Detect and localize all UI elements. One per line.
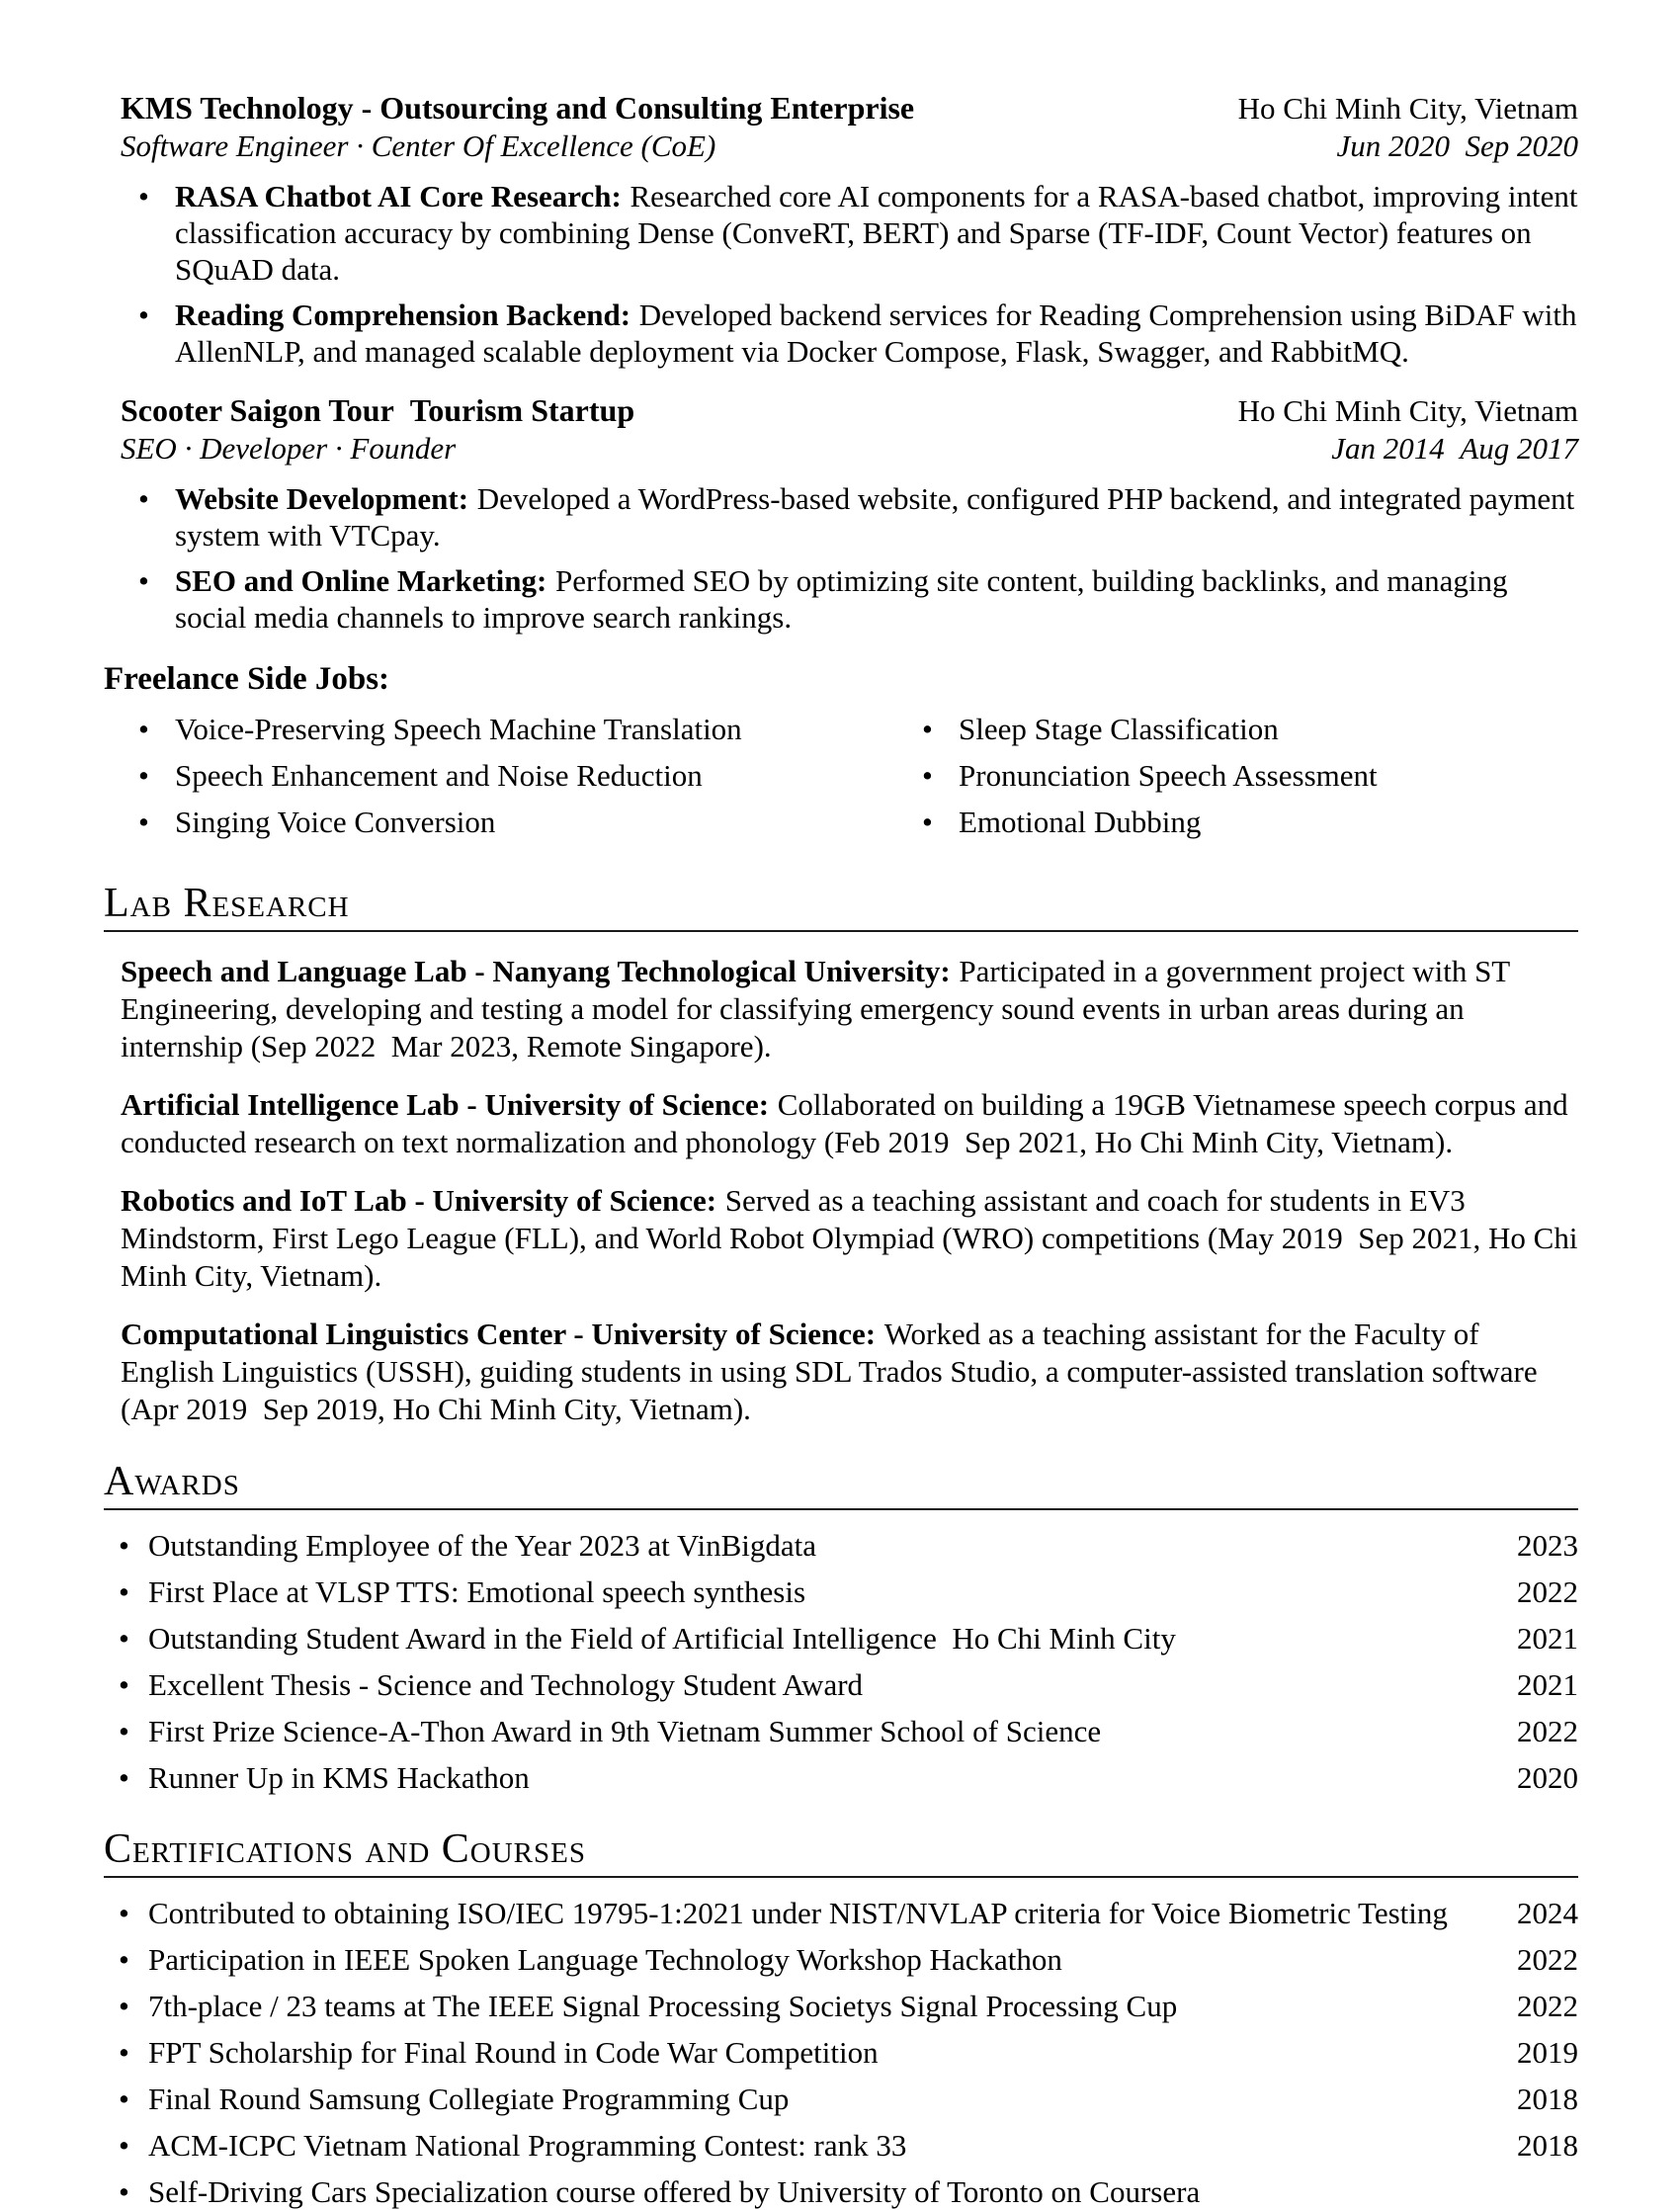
- bullet-text: Developed backend services for Reading Comprehension using BiDAF with AllenNLP, and managed scalable deployment via Docker Compose, Flask, Swagger, and RabbitMQ.: [175, 298, 1577, 369]
- certification-text: • Final Round Samsung Collegiate Programming Cup: [148, 2082, 790, 2116]
- freelance-item-label: Speech Enhancement and Noise Reduction: [175, 758, 703, 793]
- certification-item: [104, 2034, 1578, 2071]
- lab-entry-text: Worked as a teaching assistant for the Faculty of English Linguistics (USSH), guiding students in using SDL Trados Studio, a computer-assisted translation software (Apr 2019 Sep 2019, Ho Chi Minh City, Vietnam).: [121, 1317, 1538, 1426]
- bullet-text: Performed SEO by optimizing site content, building backlinks, and managing social media channels to improve search rankings.: [175, 563, 1508, 635]
- certification-item: [104, 1941, 1578, 1978]
- bullet-text: Researched core AI components for a RASA-based chatbot, improving intent classification accuracy by combining Dense (ConveRT, BERT) and Sparse (TF-IDF, Count Vector) features on SQuAD data.: [175, 179, 1578, 287]
- freelance-item-label: Singing Voice Conversion: [175, 805, 496, 839]
- award-item: [104, 1573, 1578, 1610]
- job-role: SEO · Developer · Founder: [121, 431, 457, 466]
- freelance-item-label: Emotional Dubbing: [959, 805, 1202, 839]
- award-year: 2021: [1517, 1667, 1578, 1702]
- freelance-list-left: [121, 711, 904, 850]
- certification-item: [104, 1988, 1578, 2024]
- award-item: [104, 1713, 1578, 1749]
- certification-year: 2019: [1517, 2035, 1578, 2070]
- bullet-text: Developed a WordPress-based website, configured PHP backend, and integrated payment system with VTCpay.: [175, 481, 1575, 552]
- lab-entry-title: Speech and Language Lab - Nanyang Technological University:: [121, 954, 951, 988]
- section-title-awards: Awards: [104, 1459, 1578, 1510]
- job-role: Software Engineer · Center Of Excellence (CoE): [121, 128, 716, 163]
- certification-year: 2024: [1517, 1896, 1578, 1930]
- certifications-section: [104, 1827, 1578, 2210]
- lab-entry: [121, 1316, 1578, 1428]
- lab-entry: [121, 953, 1578, 1065]
- lab-entry-text: Collaborated on building a 19GB Vietnamese speech corpus and conducted research on text normalization and phonology (Feb 2019 Sep 2021, Ho Chi Minh City, Vietnam).: [121, 1087, 1568, 1159]
- certification-text: • Participation in IEEE Spoken Language Technology Workshop Hackathon: [148, 1942, 1062, 1977]
- freelance-heading: Freelance Side Jobs:: [104, 661, 390, 697]
- lab-entry-title: Robotics and IoT Lab - University of Science:: [121, 1183, 717, 1218]
- certification-item: [104, 2081, 1578, 2117]
- bullet-title: RASA Chatbot AI Core Research:: [175, 179, 622, 213]
- experience-entry-kms: [121, 89, 1578, 370]
- award-item: [104, 1527, 1578, 1564]
- lab-entry-title: Computational Linguistics Center - University of Science:: [121, 1317, 877, 1351]
- freelance-section: [104, 659, 1578, 850]
- award-text: • Outstanding Employee of the Year 2023 at VinBigdata: [148, 1528, 817, 1563]
- list-item: [121, 757, 904, 794]
- award-year: 2021: [1517, 1621, 1578, 1656]
- bullet-item: [121, 562, 1578, 636]
- certification-text: • 7th-place / 23 teams at The IEEE Signal Processing Societys Signal Processing Cup: [148, 1989, 1178, 2023]
- section-title-lab-research: Lab Research: [104, 881, 1578, 932]
- bullet-item: [121, 480, 1578, 553]
- certification-item: [104, 2173, 1578, 2210]
- entry-subheader-row: [121, 128, 1578, 165]
- lab-entry-text: Served as a teaching assistant and coach for students in EV3 Mindstorm, First Lego League (FLL), and World Robot Olympiad (WRO) competitions (May 2019 Sep 2021, Ho Chi Minh City, Vietnam).: [121, 1183, 1578, 1293]
- entry-header-row: [121, 89, 1578, 128]
- certification-text: • Contributed to obtaining ISO/IEC 19795-1:2021 under NIST/NVLAP criteria for Voice Biometric Testing: [148, 1896, 1448, 1930]
- certification-text: • Self-Driving Cars Specialization course offered by University of Toronto on Coursera: [148, 2174, 1201, 2209]
- entry-bullet-list: [121, 480, 1578, 636]
- lab-entry-title: Artificial Intelligence Lab - University of Science:: [121, 1087, 770, 1122]
- certification-year: 2018: [1517, 2082, 1578, 2116]
- list-item: [121, 804, 904, 840]
- certification-year: 2022: [1517, 1989, 1578, 2023]
- entry-subheader-row: [121, 430, 1578, 468]
- award-year: 2023: [1517, 1528, 1578, 1563]
- award-year: 2022: [1517, 1574, 1578, 1609]
- company-location: Ho Chi Minh City, Vietnam: [1237, 91, 1578, 126]
- list-item: [121, 711, 904, 747]
- bullet-item: [121, 297, 1578, 370]
- lab-entry: [121, 1182, 1578, 1295]
- list-item: [904, 757, 1378, 794]
- award-year: 2020: [1517, 1760, 1578, 1795]
- job-dates: Jun 2020 Sep 2020: [1336, 128, 1578, 163]
- award-text: • Runner Up in KMS Hackathon: [148, 1760, 530, 1795]
- awards-section: [104, 1459, 1578, 1796]
- lab-research-section: [104, 881, 1578, 1428]
- award-year: 2022: [1517, 1714, 1578, 1748]
- bullet-item: [121, 178, 1578, 288]
- freelance-item-label: Pronunciation Speech Assessment: [959, 758, 1378, 793]
- awards-list: [104, 1527, 1578, 1796]
- certification-year: 2018: [1517, 2128, 1578, 2163]
- freelance-item-label: Voice-Preserving Speech Machine Translation: [175, 712, 742, 746]
- section-title-certifications: Certifications and Courses: [104, 1827, 1578, 1878]
- certifications-list: [104, 1895, 1578, 2210]
- lab-entry: [121, 1086, 1578, 1161]
- list-item: [904, 711, 1378, 747]
- award-text: • First Prize Science-A-Thon Award in 9th Vietnam Summer School of Science: [148, 1714, 1102, 1748]
- bullet-title: Reading Comprehension Backend:: [175, 298, 631, 332]
- freelance-columns: [121, 711, 1578, 850]
- award-text: • Excellent Thesis - Science and Technology Student Award: [148, 1667, 864, 1702]
- experience-entry-scooter: [121, 391, 1578, 636]
- lab-entry-text: Participated in a government project with ST Engineering, developing and testing a model for classifying emergency sound events in urban areas during an internship (Sep 2022 Mar 2023, Remote Singapore).: [121, 954, 1510, 1063]
- freelance-item-label: Sleep Stage Classification: [959, 712, 1279, 746]
- company-location: Ho Chi Minh City, Vietnam: [1237, 393, 1578, 428]
- entry-bullet-list: [121, 178, 1578, 370]
- list-item: [904, 804, 1378, 840]
- company-name: KMS Technology - Outsourcing and Consulting Enterprise: [121, 90, 915, 126]
- award-item: [104, 1666, 1578, 1703]
- certification-text: • ACM-ICPC Vietnam National Programming Contest: rank 33: [148, 2128, 907, 2163]
- certification-year: 2022: [1517, 1942, 1578, 1977]
- bullet-title: Website Development:: [175, 481, 469, 516]
- job-dates: Jan 2014 Aug 2017: [1331, 431, 1578, 466]
- company-name: Scooter Saigon Tour Tourism Startup: [121, 392, 635, 428]
- certification-item: [104, 1895, 1578, 1931]
- bullet-title: SEO and Online Marketing:: [175, 563, 547, 598]
- award-item: [104, 1620, 1578, 1657]
- award-item: [104, 1759, 1578, 1796]
- certification-text: • FPT Scholarship for Final Round in Code War Competition: [148, 2035, 879, 2070]
- award-text: • First Place at VLSP TTS: Emotional speech synthesis: [148, 1574, 806, 1609]
- entry-header-row: [121, 391, 1578, 430]
- certification-item: [104, 2127, 1578, 2164]
- freelance-list-right: [904, 711, 1378, 850]
- award-text: • Outstanding Student Award in the Field of Artificial Intelligence Ho Chi Minh City: [148, 1621, 1176, 1656]
